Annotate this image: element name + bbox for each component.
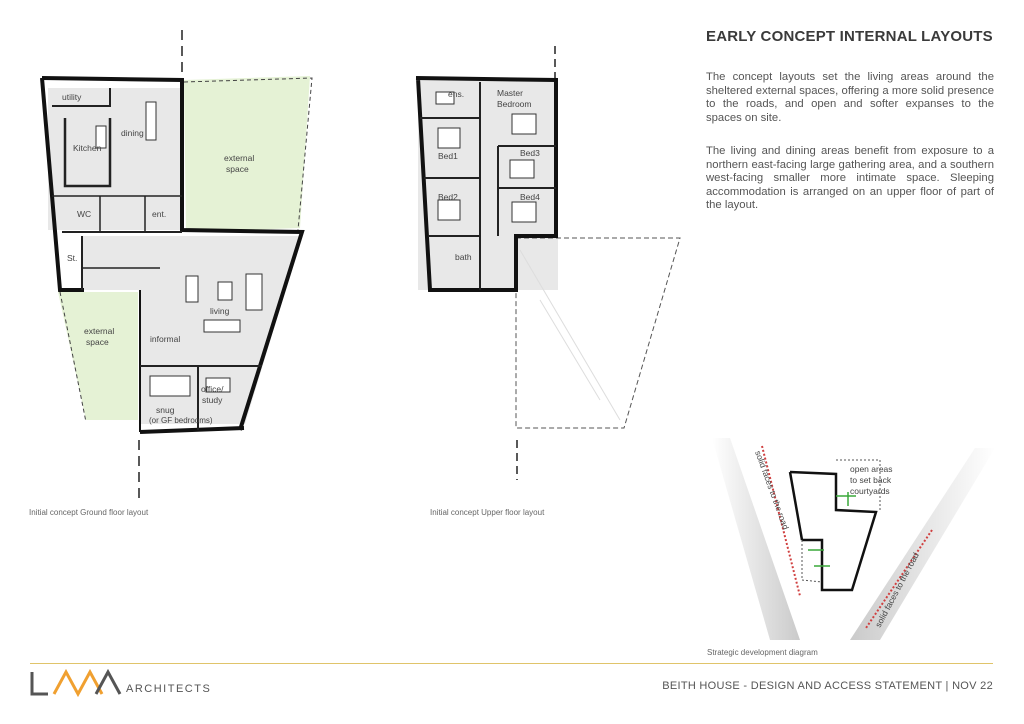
label-kitchen: Kitchen (73, 143, 102, 153)
label-office-1: office/ (201, 384, 224, 394)
label-open-areas-3: courtyards (850, 486, 890, 496)
label-wc: WC (77, 209, 92, 219)
label-external-left-1: external (84, 326, 115, 336)
label-open-areas-1: open areas (850, 464, 893, 474)
strategic-diagram (712, 438, 995, 640)
ground-floor-caption: Initial concept Ground floor layout (29, 508, 149, 517)
label-solid-left: solid faces to the road (753, 449, 791, 531)
label-snug-1: snug (156, 405, 175, 415)
label-master-1: Master (497, 88, 523, 98)
label-bed4: Bed4 (520, 192, 540, 202)
label-external-top-2: space (226, 164, 249, 174)
detail-paragraph: The living and dining areas benefit from exposure to a northern east-facing large gathering area, and a southern west-facing smaller more intimate space. Sleeping accommodation is arranged on an upper floor of part of the layout. (706, 145, 994, 211)
label-bath: bath (455, 252, 472, 262)
ground-floor-plan (42, 30, 312, 498)
upper-floor-plan (416, 46, 680, 480)
label-external-top-1: external (224, 153, 255, 163)
footer-divider (30, 663, 993, 664)
label-store: St. (67, 253, 78, 263)
strategic-caption: Strategic development diagram (707, 648, 818, 657)
intro-paragraph: The concept layouts set the living areas around the sheltered external spaces, offering a more solid presence to the roads, and open and softer expanses to the spaces on site. (706, 71, 994, 124)
label-office-2: study (202, 395, 223, 405)
upper-floor-caption: Initial concept Upper floor layout (430, 508, 545, 517)
company-logo (30, 668, 220, 702)
label-external-left-2: space (86, 337, 109, 347)
label-solid-right: solid faces to the road (872, 550, 921, 629)
logo-subtitle: ARCHITECTS (126, 683, 212, 695)
document-title: BEITH HOUSE - DESIGN AND ACCESS STATEMENT | NOV 22 (662, 680, 993, 692)
label-living: living (210, 306, 230, 316)
label-utility: utility (62, 92, 82, 102)
label-bed3: Bed3 (520, 148, 540, 158)
label-snug-2: (or GF bedrooms) (149, 416, 213, 425)
page-title: EARLY CONCEPT INTERNAL LAYOUTS (706, 28, 993, 45)
label-ensuite: ens. (448, 89, 465, 99)
label-entrance: ent. (152, 209, 167, 219)
label-master-2: Bedroom (497, 99, 532, 109)
label-dining: dining (121, 128, 144, 138)
label-open-areas-2: to set back (850, 475, 892, 485)
label-bed2: Bed2 (438, 192, 458, 202)
label-bed1: Bed1 (438, 151, 458, 161)
label-informal: informal (150, 334, 181, 344)
